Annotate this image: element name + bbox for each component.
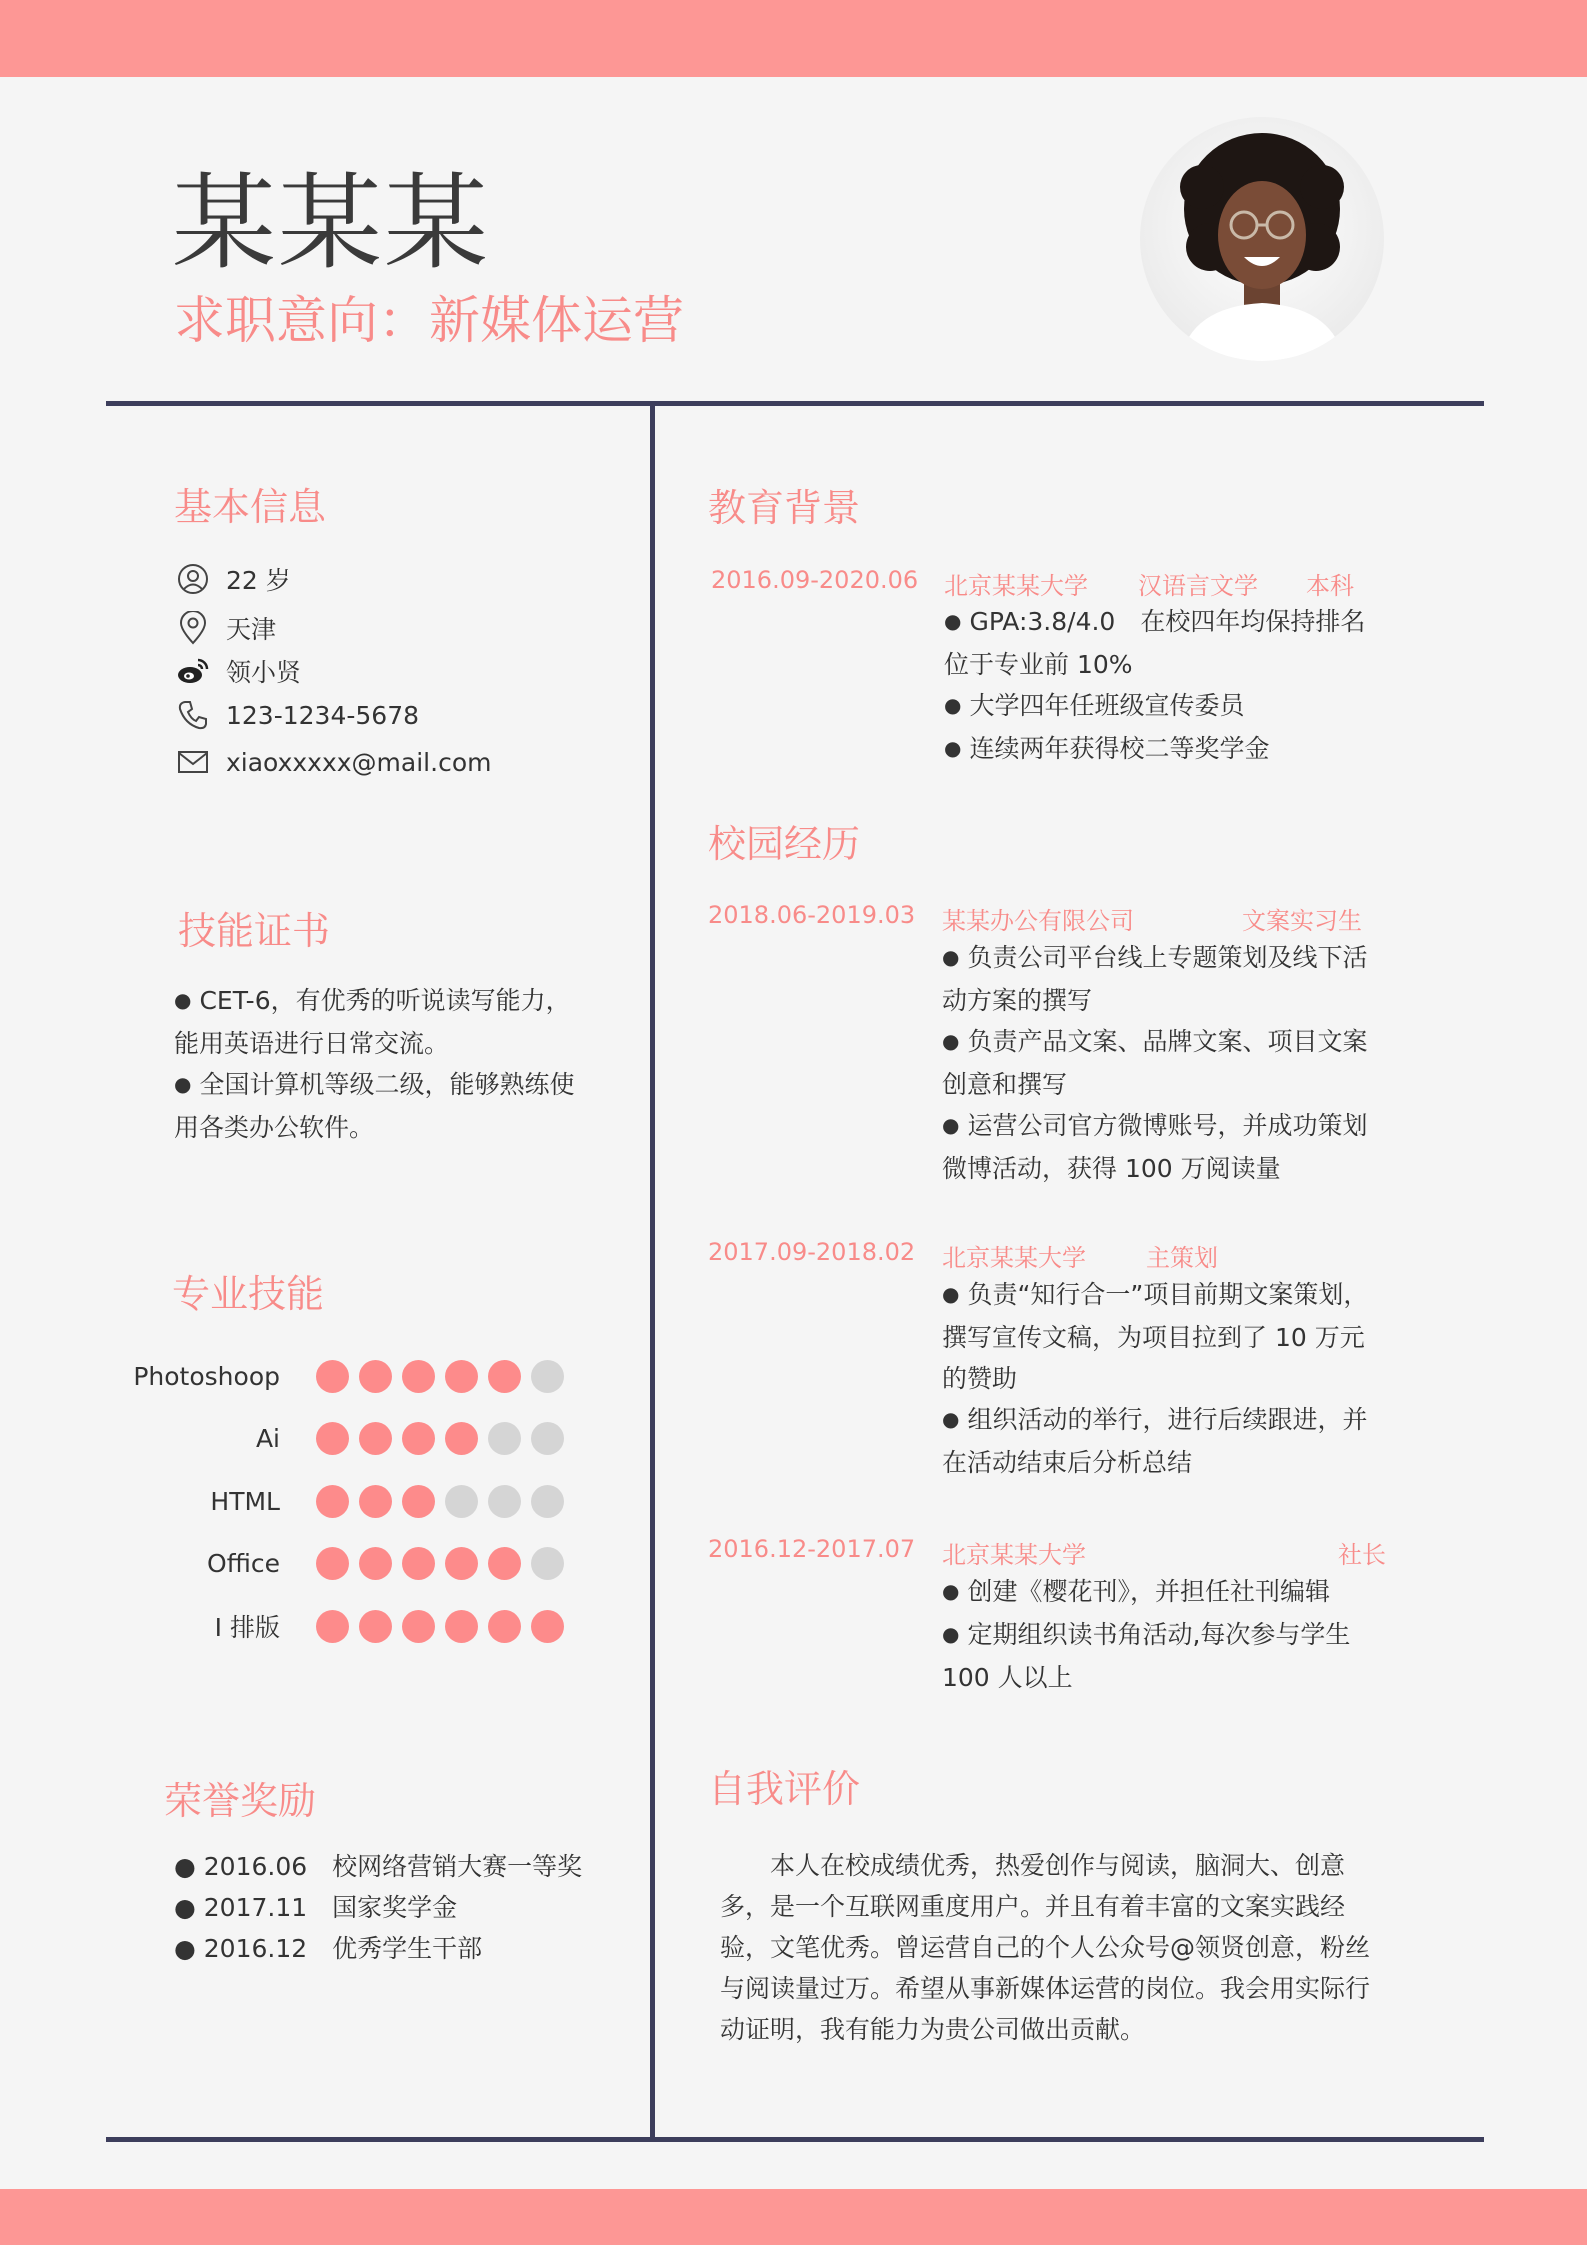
- skill-name: Photoshoop: [133, 1361, 280, 1391]
- skill-level-dot: [445, 1485, 478, 1518]
- email-value: xiaoxxxxx@mail.com: [226, 747, 492, 777]
- list-item: ● 全国计算机等级二级，能够熟练使用各类办公软件。: [174, 1064, 594, 1148]
- skill-level-dots: [316, 1547, 564, 1580]
- skill-level-dot: [316, 1485, 349, 1518]
- skill-name: HTML: [210, 1486, 280, 1516]
- skill-name: Office: [207, 1548, 280, 1578]
- skill-level-dot: [445, 1547, 478, 1580]
- skill-level-dot: [359, 1360, 392, 1393]
- honor-item: ● 2017.11 国家奖学金: [174, 1893, 458, 1922]
- campus-date: 2018.06-2019.03: [708, 901, 916, 929]
- campus-org: 北京某某大学: [942, 1541, 1086, 1569]
- column-divider: [650, 404, 655, 2141]
- list-item: ● 大学四年任班级宣传委员: [944, 685, 1384, 728]
- campus-role: 社长: [1338, 1541, 1386, 1569]
- skill-level-dot: [316, 1610, 349, 1643]
- skill-level-dot: [531, 1485, 564, 1518]
- skill-level-dot: [531, 1360, 564, 1393]
- age-value: 22 岁: [226, 566, 291, 595]
- footer-divider: [106, 2137, 1484, 2142]
- campus-date: 2016.12-2017.07: [708, 1535, 916, 1563]
- bottom-accent-band: [0, 2189, 1587, 2245]
- skill-level-dot: [359, 1422, 392, 1455]
- top-accent-band: [0, 0, 1587, 77]
- basic-info-title: 基本信息: [174, 485, 327, 529]
- skill-row: [120, 1606, 564, 1646]
- certs-title: 技能证书: [178, 909, 331, 953]
- campus-date: 2017.09-2018.02: [708, 1238, 916, 1266]
- weibo-value: 领小贤: [226, 658, 302, 687]
- list-item: ● 连续两年获得校二等奖学金: [944, 728, 1384, 771]
- honors-title: 荣誉奖励: [164, 1779, 317, 1823]
- skill-level-dot: [531, 1422, 564, 1455]
- campus-org: 某某办公有限公司: [942, 907, 1134, 935]
- campus-points: [942, 1571, 1402, 1698]
- list-item: ● 组织活动的举行，进行后续跟进，并在活动结束后分析总结: [942, 1399, 1372, 1483]
- honors-list: [174, 1846, 634, 1969]
- list-item: ● 定期组织读书角活动,每次参与学生 100 人以上: [942, 1614, 1402, 1698]
- mail-icon: [174, 743, 212, 781]
- list-item: ● GPA:3.8/4.0 在校四年均保持排名位于专业前 10%: [944, 601, 1384, 685]
- list-item: ● 运营公司官方微博账号，并成功策划微博活动，获得 100 万阅读量: [942, 1105, 1372, 1189]
- skill-row: [120, 1418, 564, 1458]
- skill-level-dot: [531, 1547, 564, 1580]
- list-item: ● CET-6，有优秀的听说读写能力，能用英语进行日常交流。: [174, 980, 594, 1064]
- campus-role: 主策划: [1146, 1244, 1218, 1272]
- email-row: [174, 740, 491, 784]
- list-item: ● 负责产品文案、品牌文案、项目文案创意和撰写: [942, 1021, 1372, 1105]
- skill-level-dot: [488, 1485, 521, 1518]
- skill-level-dots: [316, 1360, 564, 1393]
- education-date: 2016.09-2020.06: [711, 566, 919, 594]
- skill-name: Ai: [255, 1423, 280, 1453]
- skill-level-dot: [402, 1610, 435, 1643]
- skill-row: [120, 1356, 564, 1396]
- avatar-photo-icon: [1140, 117, 1384, 361]
- skill-level-dot: [488, 1422, 521, 1455]
- education-title: 教育背景: [708, 486, 861, 530]
- skill-level-dot: [445, 1360, 478, 1393]
- list-item: ● 负责公司平台线上专题策划及线下活动方案的撰写: [942, 937, 1372, 1021]
- skill-row: [120, 1543, 564, 1583]
- honor-item: ● 2016.12 优秀学生干部: [174, 1934, 483, 1963]
- campus-points: [942, 1274, 1372, 1483]
- skill-row: [120, 1481, 564, 1521]
- skill-level-dot: [402, 1360, 435, 1393]
- phone-icon: [174, 696, 212, 734]
- skill-level-dot: [316, 1360, 349, 1393]
- skill-level-dots: [316, 1422, 564, 1455]
- job-intent: 求职意向：新媒体运营: [174, 292, 685, 351]
- skill-level-dot: [359, 1547, 392, 1580]
- skill-level-dots: [316, 1610, 564, 1643]
- education-points: [944, 601, 1384, 771]
- list-item: ● 创建《樱花刊》，并担任社刊编辑: [942, 1571, 1402, 1614]
- phone-row: [174, 693, 419, 737]
- skill-level-dot: [402, 1485, 435, 1518]
- skill-level-dot: [359, 1485, 392, 1518]
- city-value: 天津: [226, 615, 277, 644]
- header-divider: [106, 401, 1484, 406]
- education-major: 汉语言文学: [1138, 572, 1258, 600]
- skill-level-dot: [359, 1610, 392, 1643]
- weibo-row: [174, 649, 301, 693]
- self-eval-text: 本人在校成绩优秀，热爱创作与阅读，脑洞大、创意多，是一个互联网重度用户。并且有着丰富的文案实践经验，文笔优秀。曾运营自己的个人公众号@领贤创意，粉丝与阅读量过万。希望从事新媒体运营的岗位。我会用实际行动证明，我有能力为贵公司做出贡献。: [720, 1851, 1371, 2044]
- campus-title: 校园经历: [708, 822, 861, 866]
- city-row: [174, 606, 276, 650]
- skill-level-dot: [316, 1547, 349, 1580]
- self-eval-title: 自我评价: [708, 1767, 861, 1811]
- skill-level-dot: [488, 1360, 521, 1393]
- campus-org: 北京某某大学: [942, 1244, 1086, 1272]
- phone-value: 123-1234-5678: [226, 700, 420, 730]
- skill-level-dot: [316, 1422, 349, 1455]
- skill-level-dots: [316, 1485, 564, 1518]
- weibo-icon: [174, 652, 212, 690]
- skill-level-dot: [488, 1610, 521, 1643]
- education-degree: 本科: [1306, 572, 1354, 600]
- skill-level-dot: [488, 1547, 521, 1580]
- skill-level-dot: [402, 1422, 435, 1455]
- age-row: [174, 557, 291, 601]
- location-pin-icon: [174, 609, 212, 647]
- education-school: 北京某某大学: [944, 572, 1088, 600]
- person-icon: [174, 560, 212, 598]
- skills-title: 专业技能: [172, 1272, 325, 1316]
- skill-level-dot: [402, 1547, 435, 1580]
- campus-role: 文案实习生: [1242, 907, 1362, 935]
- list-item: ● 负责“知行合一”项目前期文案策划，撰写宣传文稿，为项目拉到了 10 万元的赞助: [942, 1274, 1372, 1399]
- candidate-name: 某某某: [172, 162, 491, 284]
- avatar: [1140, 117, 1384, 361]
- certs-list: [174, 980, 594, 1148]
- skill-level-dot: [531, 1610, 564, 1643]
- skill-level-dot: [445, 1610, 478, 1643]
- honor-item: ● 2016.06 校网络营销大赛一等奖: [174, 1852, 583, 1881]
- skill-name: I 排版: [214, 1613, 280, 1642]
- skill-level-dot: [445, 1422, 478, 1455]
- campus-points: [942, 937, 1372, 1189]
